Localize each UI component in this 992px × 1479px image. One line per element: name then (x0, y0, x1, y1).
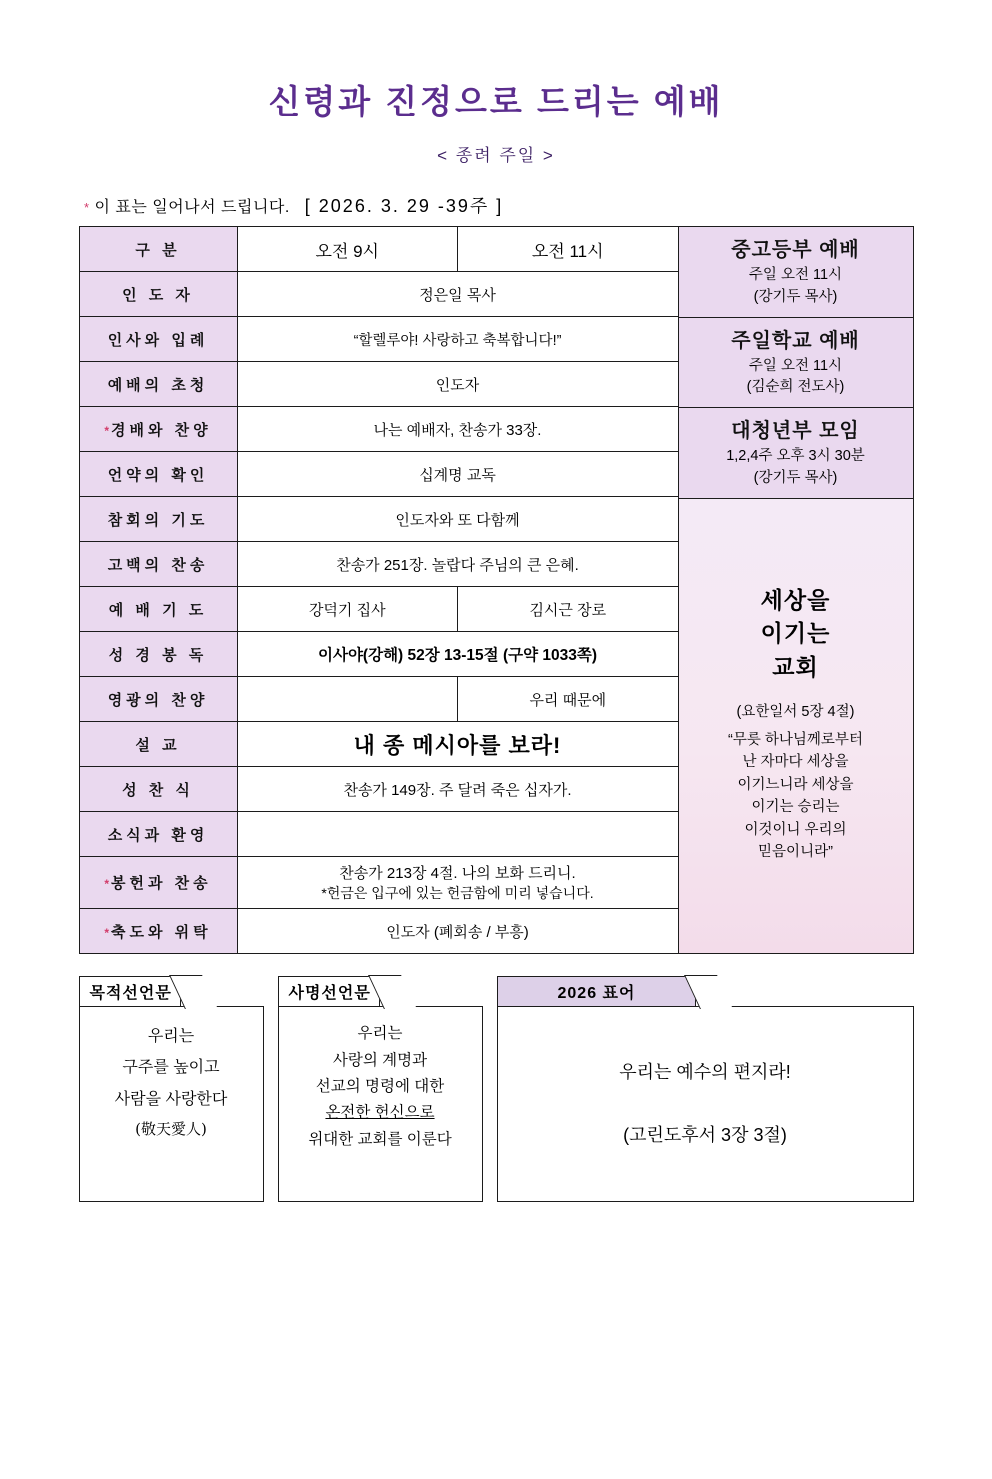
row-value-11am: 김시근 장로 (458, 587, 679, 632)
table-row (79, 767, 678, 812)
offering-note: *헌금은 입구에 있는 헌금함에 미리 넣습니다. (321, 885, 594, 901)
row-value: 정은일 목사 (237, 272, 678, 317)
purpose-statement-body (79, 1006, 264, 1202)
mission-line4: 온전한 헌신으로 (325, 1104, 435, 1122)
row-label: 설 교 (79, 722, 237, 767)
table-row (79, 272, 678, 317)
row-value: 이사야(강해) 52장 13-15절 (구약 1033쪽) (237, 632, 678, 677)
table-row (79, 722, 678, 767)
row-value-11am: 우리 때문에 (458, 677, 679, 722)
row-value: 찬송가 251장. 놀랍다 주님의 큰 은혜. (237, 542, 678, 587)
row-label (79, 407, 237, 452)
purpose-statement-box (79, 976, 264, 1202)
table-row (79, 542, 678, 587)
mission-line2: 사랑의 계명과 (332, 1051, 428, 1069)
row-label: 언약의 확인 (79, 452, 237, 497)
row-value-9am (237, 677, 458, 722)
slogan-line2: (고린도후서 3장 3절) (623, 1125, 787, 1146)
asterisk-icon: * (104, 423, 110, 438)
mission-line1: 우리는 (357, 1025, 403, 1043)
purpose-statement-tab: 목적선언문 (79, 976, 181, 1006)
side-block-title: 대청년부 모임 (731, 420, 860, 442)
theme-verse-line3: 이기느니라 세상을 (737, 776, 854, 793)
side-block-line2: (강기두 목사) (753, 469, 838, 486)
row-value-9am: 강덕기 집사 (237, 587, 458, 632)
order-of-service-wrap (79, 226, 914, 954)
theme-verse-reference: (요한일서 5장 4절) (736, 704, 855, 720)
row-value: 찬송가 149장. 주 달려 죽은 십자가. (237, 767, 678, 812)
purpose-line3: 사람을 사랑한다 (114, 1090, 228, 1108)
mission-line5: 위대한 교회를 이룬다 (308, 1130, 452, 1148)
side-block-title: 주일학교 예배 (731, 329, 860, 352)
side-block-sunday-school (679, 318, 913, 409)
row-label: 예배의 초청 (79, 362, 237, 407)
table-row (79, 632, 678, 677)
side-block-line2: (김순희 전도사) (746, 379, 845, 396)
purpose-line4: (敬天愛人) (135, 1119, 207, 1138)
side-block-line1: 주일 오전 11시 (748, 357, 843, 374)
row-value: 나는 예배자, 찬송가 33장. (237, 407, 678, 452)
table-row (79, 677, 678, 722)
mission-statement-box (278, 976, 483, 1202)
theme-verse-line5: 이것이니 우리의 (744, 821, 847, 838)
row-label: 영광의 찬양 (79, 677, 237, 722)
table-row (79, 362, 678, 407)
table-row (79, 497, 678, 542)
row-label: 예 배 기 도 (79, 587, 237, 632)
date-range: [ 2026. 3. 29 -39주 ] (304, 196, 504, 216)
row-label: 성 찬 식 (79, 767, 237, 812)
slogan-body (497, 1006, 914, 1202)
asterisk-icon: * (84, 200, 90, 215)
side-block-line1: 주일 오전 11시 (748, 267, 843, 283)
bulletin-page (0, 76, 992, 1479)
purpose-line1: 우리는 (147, 1028, 195, 1046)
side-block-young-adults (679, 408, 913, 499)
page-title: 신령과 진정으로 드리는 예배 (268, 83, 724, 120)
theme-title-line2: 이기는 (760, 620, 831, 647)
row-label: 고백의 찬송 (79, 542, 237, 587)
theme-verse-line6: 믿음이니라” (758, 844, 833, 861)
theme-verse-line1: “무릇 하나님께로부터 (728, 732, 863, 748)
theme-verse-line4: 이기는 승리는 (751, 799, 840, 816)
table-header-row (79, 227, 678, 272)
row-label-text: 경배와 찬양 (111, 421, 212, 439)
mission-statement-tab: 사명선언문 (278, 976, 380, 1006)
table-row (79, 407, 678, 452)
row-label-text: 봉헌과 찬송 (111, 875, 212, 893)
side-block-line1: 1,2,4주 오후 3시 30분 (726, 448, 865, 464)
side-block-line2: (강기두 목사) (753, 288, 838, 305)
purpose-line2: 구주를 높이고 (122, 1059, 220, 1077)
row-label: 성 경 봉 독 (79, 632, 237, 677)
side-block-youth-service (679, 227, 913, 318)
row-label (79, 909, 237, 954)
row-value (237, 812, 678, 857)
table-row (79, 317, 678, 362)
theme-title (761, 584, 831, 684)
date-note (84, 192, 992, 218)
mission-statement-body (278, 1006, 483, 1202)
slogan-box (497, 976, 914, 1202)
asterisk-icon: * (104, 925, 110, 940)
row-value: 인도자 (237, 362, 678, 407)
row-value (237, 857, 678, 909)
column-header-service-9am: 오전 9시 (237, 227, 458, 272)
row-label-text: 축도와 위탁 (111, 923, 212, 941)
date-note-text: 이 표는 일어나서 드립니다. (94, 199, 290, 216)
page-subtitle: < 종려 주일 > (437, 146, 555, 165)
table-row (79, 587, 678, 632)
theme-title-line3: 교회 (772, 653, 819, 680)
column-header-service-11am: 오전 11시 (458, 227, 679, 272)
table-row (79, 909, 678, 954)
slogan-tab: 2026 표어 (497, 976, 697, 1006)
row-label (79, 857, 237, 909)
table-row (79, 452, 678, 497)
row-value: 인도자와 또 다함께 (237, 497, 678, 542)
offering-hymn: 찬송가 213장 4절. 나의 보화 드리니. (339, 865, 576, 882)
order-of-service-table (79, 226, 679, 954)
row-label: 인 도 자 (79, 272, 237, 317)
table-row (79, 857, 678, 909)
side-block-title: 중고등부 예배 (731, 239, 860, 261)
bottom-statements (79, 976, 914, 1202)
table-row (79, 812, 678, 857)
mission-line3: 선교의 명령에 대한 (315, 1077, 445, 1095)
row-label: 참회의 기도 (79, 497, 237, 542)
row-label: 소식과 환영 (79, 812, 237, 857)
asterisk-icon: * (104, 877, 110, 892)
row-value: “할렐루야! 사랑하고 축복합니다!” (237, 317, 678, 362)
sermon-title: 내 종 메시아를 보라! (237, 722, 678, 767)
row-value: 십계명 교독 (237, 452, 678, 497)
side-block-theme-verse (679, 499, 913, 954)
row-value: 인도자 (폐회송 / 부흥) (237, 909, 678, 954)
side-info-column (679, 226, 914, 954)
slogan-line1: 우리는 예수의 편지라! (619, 1062, 791, 1083)
theme-verse-line2: 난 자마다 세상을 (742, 754, 849, 771)
row-label: 인사와 입례 (79, 317, 237, 362)
theme-title-line1: 세상을 (760, 586, 831, 613)
column-header-division: 구 분 (79, 227, 237, 272)
theme-verse-body (728, 729, 863, 864)
